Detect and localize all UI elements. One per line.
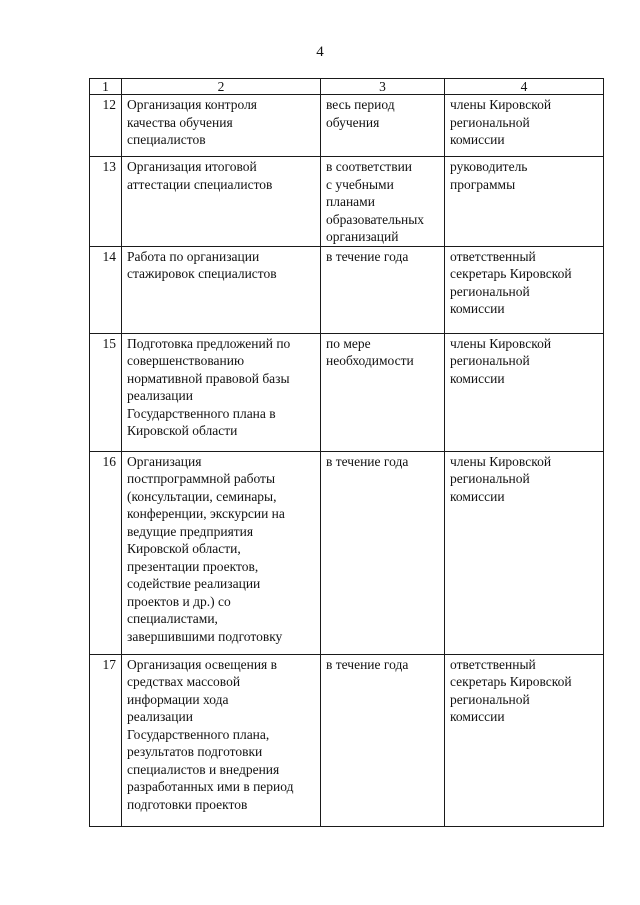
- responsible-cell: члены Кировской региональной комиссии: [445, 333, 604, 451]
- table-row: [90, 333, 604, 451]
- row-number: 14: [90, 246, 122, 333]
- responsible-cell: члены Кировской региональной комиссии: [445, 95, 604, 157]
- page-number: 4: [316, 44, 324, 60]
- activity-cell: Организация контроля качества обучения специалистов: [122, 95, 321, 157]
- row-number: 13: [90, 157, 122, 247]
- table-row: [90, 95, 604, 157]
- period-cell: в течение года: [321, 654, 445, 826]
- activity-cell: Организация освещения в средствах массовой информации хода реализации Государственного плана, результатов подготовки специалистов и внедрения разработанных ими в период подготовки проектов: [122, 654, 321, 826]
- header-col-4: 4: [445, 79, 604, 95]
- table-row: [90, 451, 604, 654]
- responsible-cell: ответственный секретарь Кировской региональной комиссии: [445, 246, 604, 333]
- period-cell: в соответствии с учебными планами образовательных организаций: [321, 157, 445, 247]
- period-cell: в течение года: [321, 451, 445, 654]
- row-number: 17: [90, 654, 122, 826]
- table-row: [90, 157, 604, 247]
- activity-plan-table: [89, 78, 604, 827]
- responsible-cell: руководитель программы: [445, 157, 604, 247]
- row-number: 12: [90, 95, 122, 157]
- table-row: [90, 246, 604, 333]
- header-col-1: 1: [90, 79, 122, 95]
- activity-cell: Организация постпрограммной работы (консультации, семинары, конференции, экскурсии на ведущие предприятия Кировской области, презентации проектов, содействие реализации проектов и др.) со специалистами, завершившими подготовку: [122, 451, 321, 654]
- row-number: 15: [90, 333, 122, 451]
- activity-cell: Организация итоговой аттестации специалистов: [122, 157, 321, 247]
- table-row: [90, 654, 604, 826]
- header-col-2: 2: [122, 79, 321, 95]
- activity-cell: Подготовка предложений по совершенствованию нормативной правовой базы реализации Государственного плана в Кировской области: [122, 333, 321, 451]
- activity-cell: Работа по организации стажировок специалистов: [122, 246, 321, 333]
- period-cell: по мере необходимости: [321, 333, 445, 451]
- responsible-cell: ответственный секретарь Кировской региональной комиссии: [445, 654, 604, 826]
- period-cell: весь период обучения: [321, 95, 445, 157]
- period-cell: в течение года: [321, 246, 445, 333]
- header-col-3: 3: [321, 79, 445, 95]
- responsible-cell: члены Кировской региональной комиссии: [445, 451, 604, 654]
- table-header-row: [90, 79, 604, 95]
- row-number: 16: [90, 451, 122, 654]
